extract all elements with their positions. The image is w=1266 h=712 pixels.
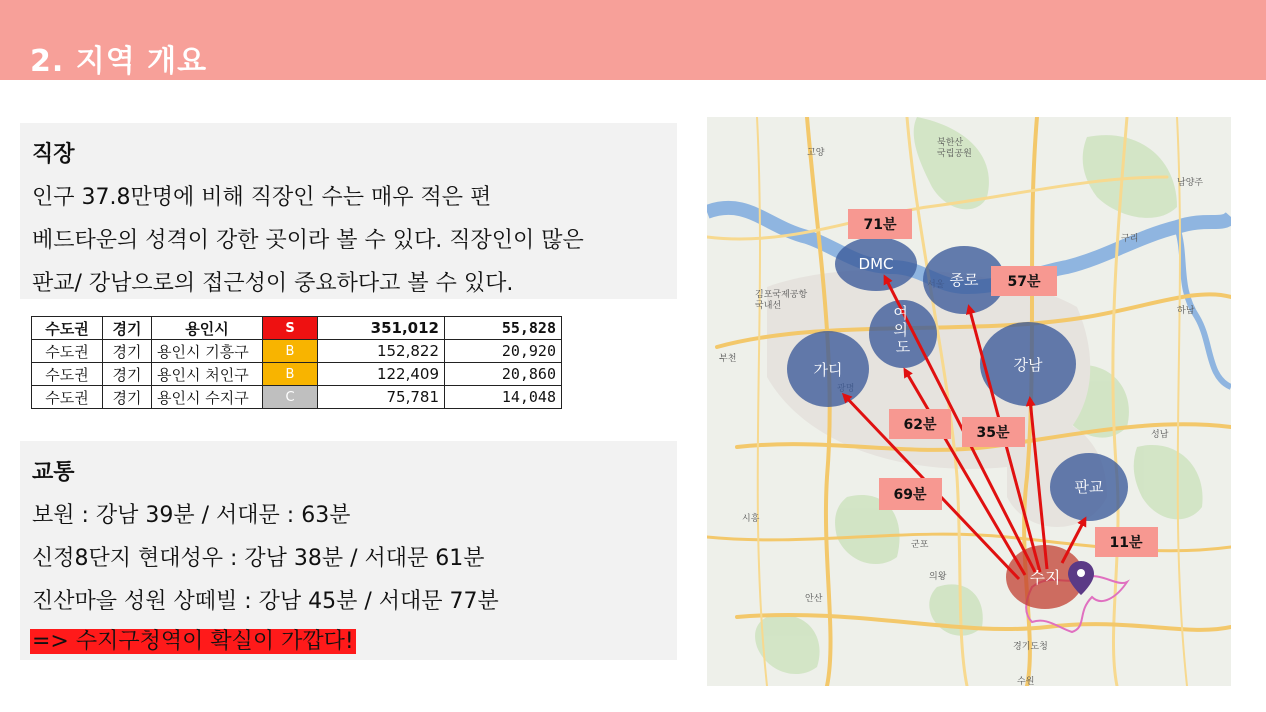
place-seongnam: 성남 [1151,430,1169,440]
title-bar [0,0,1266,80]
time-gadi: 69분 [893,487,927,503]
time-dmc: 71분 [863,217,897,233]
province-cell: 경기 [103,386,152,409]
workers-cell: 14,048 [445,386,562,409]
place-ansan: 안산 [805,594,823,604]
place-gunpo: 군포 [911,540,929,550]
province-cell: 경기 [103,363,152,386]
transport-heading: 교통 [32,460,75,485]
jobs-line-2: 베드타운의 성격이 강한 곳이라 볼 수 있다. 직장인이 많은 [32,228,584,253]
place-namyangju: 남양주 [1177,178,1204,188]
region-cell: 수도권 [32,340,103,363]
population-cell: 75,781 [318,386,445,409]
label-suji: 수지 [1029,568,1061,587]
label-gadi: 가디 [813,361,843,379]
conclusion-highlight [30,624,356,655]
place-gyeonggi-office: 경기도청 [1013,642,1048,652]
yeouido-char-2: 의 [893,321,908,339]
jobs-panel [20,123,677,299]
label-gangnam: 강남 [1013,356,1043,374]
time-yeouido: 62분 [903,417,937,433]
workers-cell: 20,860 [445,363,562,386]
transport-line-1: 보원 : 강남 39분 / 서대문 : 63분 [32,503,351,528]
workers-cell: 55,828 [445,317,562,340]
place-uiwang: 의왕 [929,572,947,582]
jobs-line-1: 인구 37.8만명에 비해 직장인 수는 매우 적은 편 [32,185,492,210]
grade-cell: B [263,340,318,363]
table-row [32,363,562,386]
label-pangyo: 판교 [1074,478,1104,496]
transport-line-2: 신정8단지 현대성우 : 강남 38분 / 서대문 61분 [32,546,485,571]
conclusion-text: => 수지구청역이 확실이 가깝다! [32,629,354,654]
province-cell: 경기 [103,317,152,340]
jobs-heading: 직장 [32,142,75,167]
population-cell: 351,012 [318,317,445,340]
yeouido-char-3: 도 [895,338,911,356]
label-jongno: 종로 [949,271,979,289]
place-siheung: 시흥 [742,514,760,524]
time-pangyo: 11분 [1109,535,1143,551]
population-table [31,316,562,409]
region-cell: 수도권 [32,317,103,340]
population-cell: 152,822 [318,340,445,363]
grade-cell: B [263,363,318,386]
table-row [32,317,562,340]
yeouido-char-1: 여 [893,304,908,322]
grade-cell: C [263,386,318,409]
place-goyang: 고양 [807,148,825,158]
jobs-line-3: 판교/ 강남으로의 접근성이 중요하다고 볼 수 있다. [32,271,514,296]
time-jongno: 57분 [1007,274,1041,290]
page-title: 2. 지역 개요 [30,44,208,79]
grade-cell: S [263,317,318,340]
place-bucheon: 부천 [719,354,737,364]
workers-cell: 20,920 [445,340,562,363]
label-dmc: DMC [858,255,894,273]
table-row [32,386,562,409]
commute-map [707,117,1231,686]
city-cell: 용인시 처인구 [152,363,263,386]
table-row [32,340,562,363]
place-guri: 구리 [1121,234,1139,244]
transport-line-3: 진산마을 성원 상떼빌 : 강남 45분 / 서대문 77분 [32,589,499,614]
city-cell: 용인시 기흥구 [152,340,263,363]
region-cell: 수도권 [32,386,103,409]
label-yeouido [893,304,912,356]
place-suwon: 수원 [1017,677,1035,686]
city-cell: 용인시 [152,317,263,340]
place-bukhansan: 북한산 국립공원 [937,138,972,159]
place-hanam: 하남 [1177,306,1195,316]
place-gimpo-airport: 김포국제공항 국내선 [755,290,808,311]
city-cell: 용인시 수지구 [152,386,263,409]
population-cell: 122,409 [318,363,445,386]
transport-panel [20,441,677,660]
region-cell: 수도권 [32,363,103,386]
map-panel [707,117,1231,686]
province-cell: 경기 [103,340,152,363]
time-gangnam: 35분 [976,425,1010,441]
